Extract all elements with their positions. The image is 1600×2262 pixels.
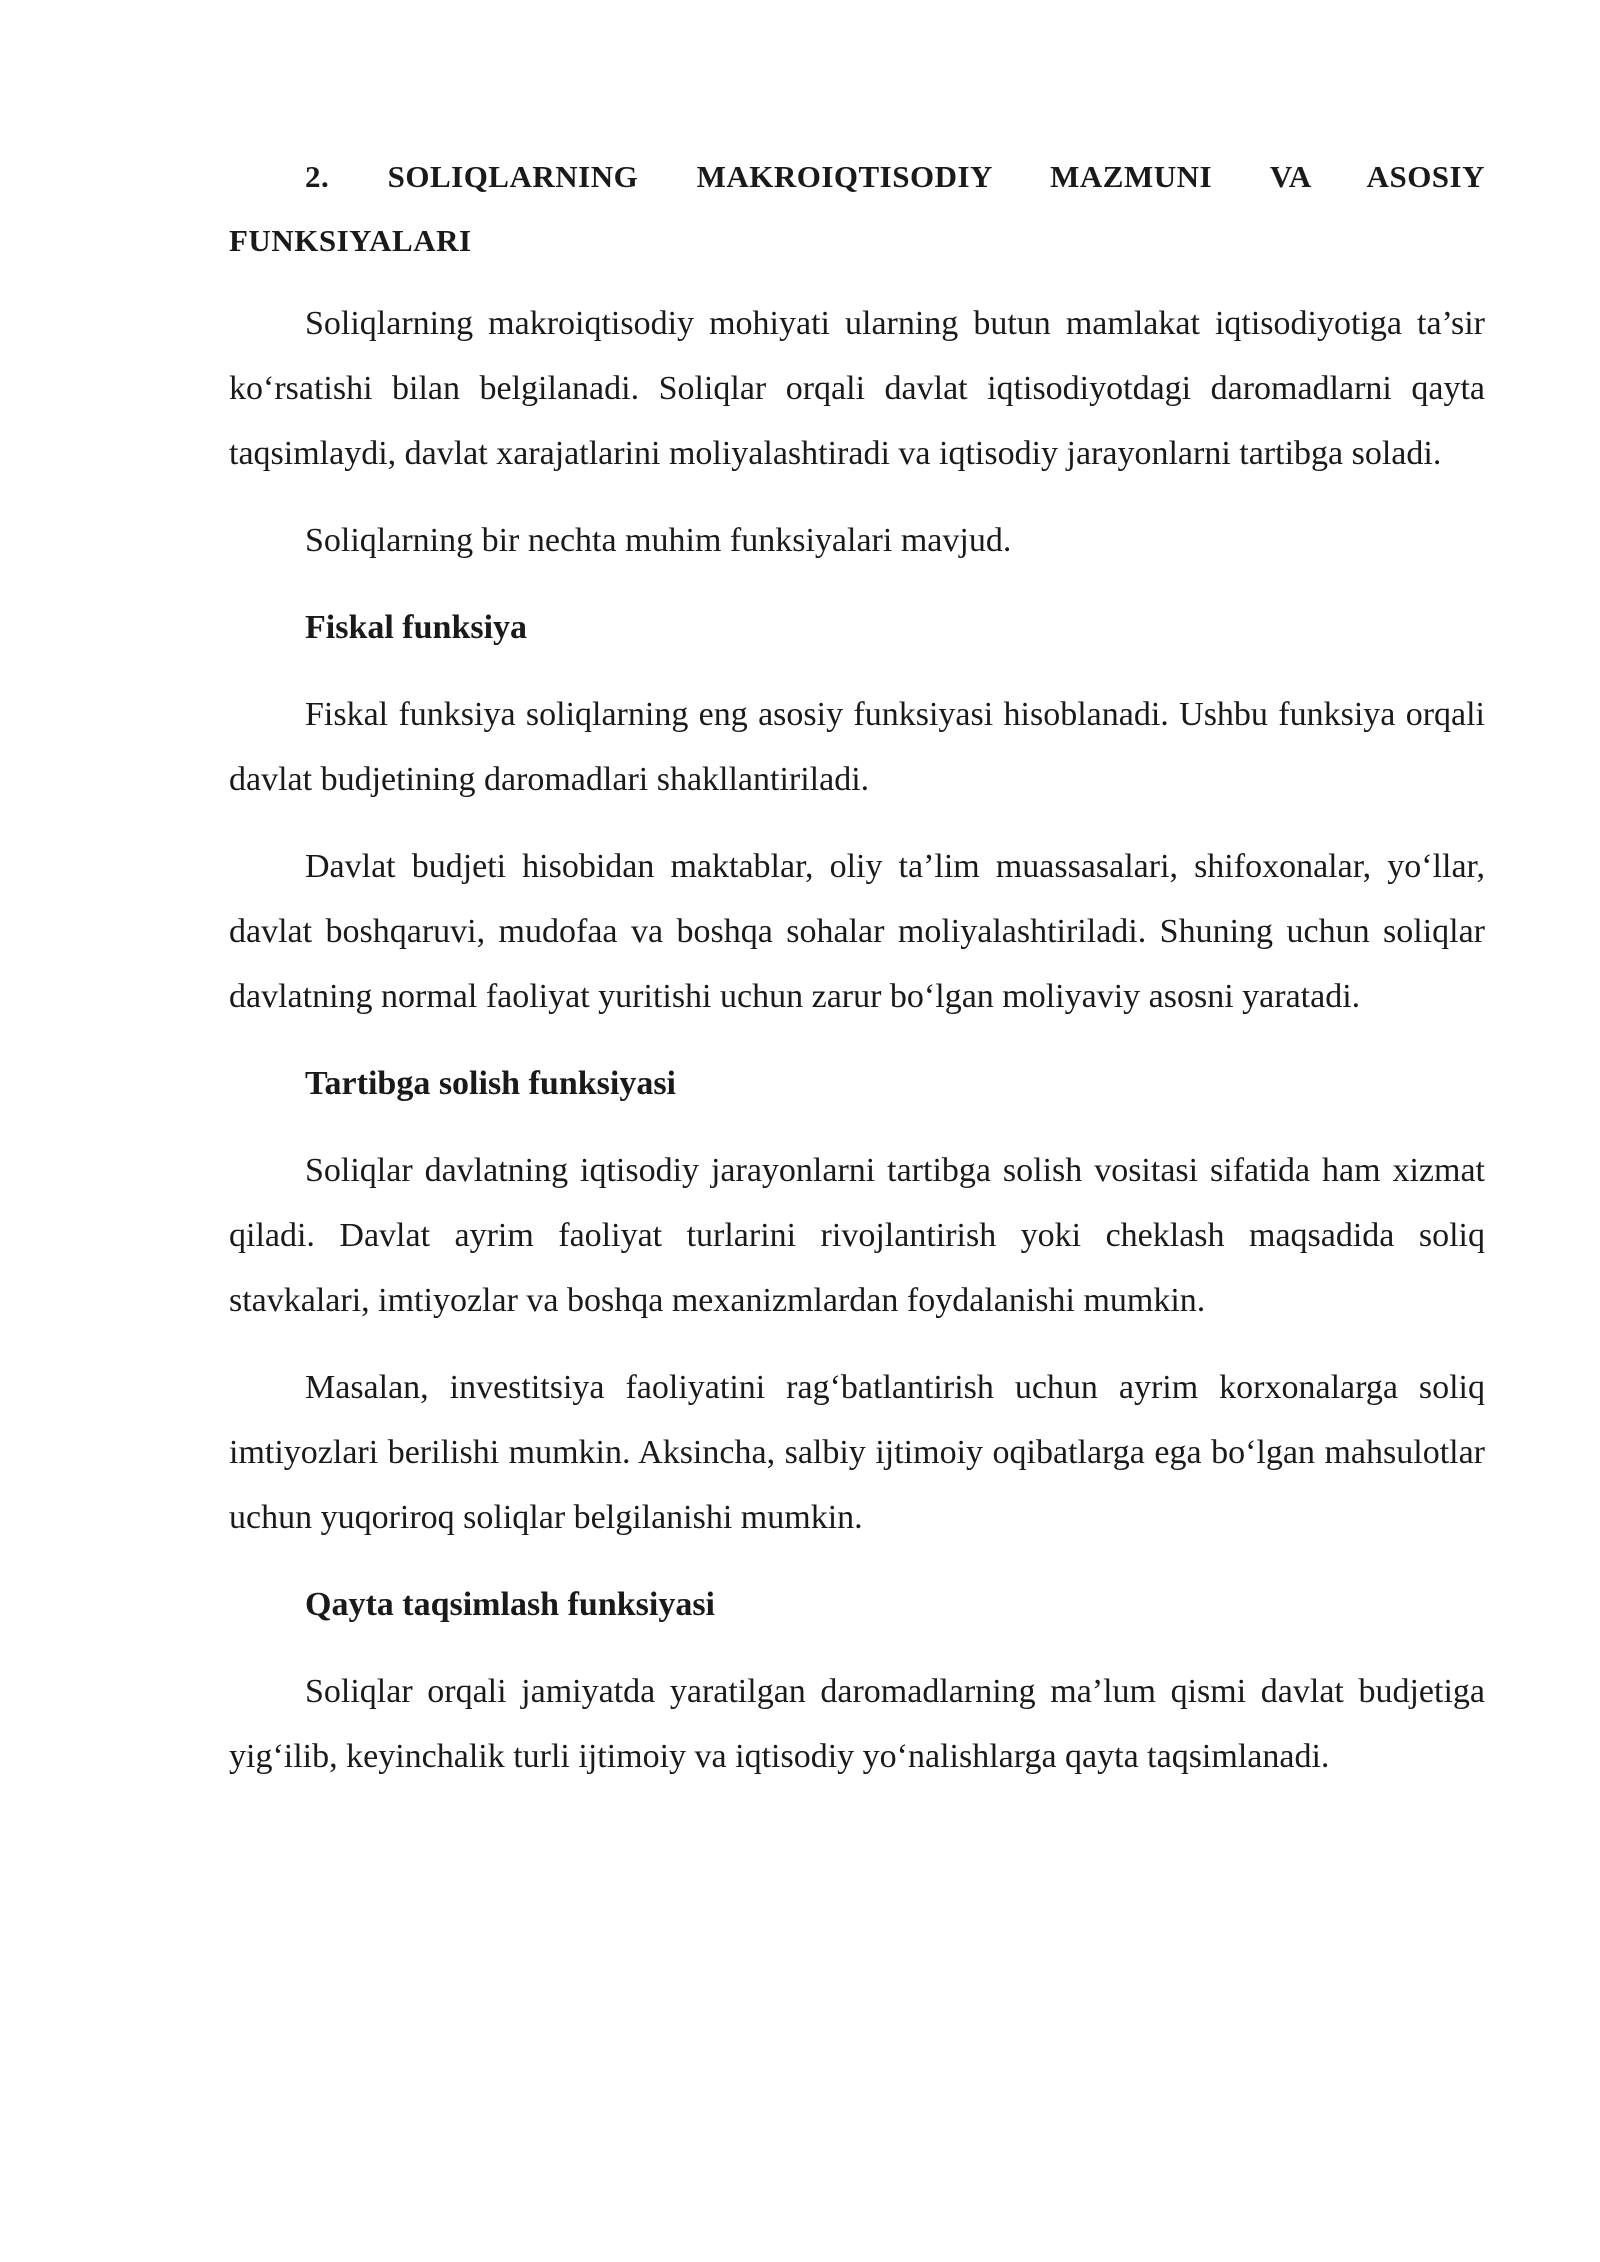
section-heading: Fiskal funksiya [305,609,528,646]
section-heading: Tartibga solish funksiyasi [305,1065,676,1102]
section [229,595,1485,1029]
sections-container [229,595,1485,1789]
intro-section [229,291,1485,573]
intro-paragraph: Soliqlarning bir nechta muhim funksiyalari mavjud. [305,522,1012,559]
section-paragraph: Soliqlar davlatning iqtisodiy jarayonlarni tartibga solish vositasi sifatida ham xizmat qiladi. Davlat ayrim faoliyat turlarini rivojlantirish yoki cheklash maqsadida soliq stavkalari, imtiyozlar va boshqa mexanizmlardan foydalanishi mumkin. [229,1152,1485,1319]
section [229,1051,1485,1550]
section [229,1572,1485,1789]
section-paragraph: Fiskal funksiya soliqlarning eng asosiy funksiyasi hisoblanadi. Ushbu funksiya orqali davlat budjetining daromadlari shakllantiriladi. [229,696,1485,798]
section-paragraph: Masalan, investitsiya faoliyatini rag‘batlantirish uchun ayrim korxonalarga soliq imtiyozlari berilishi mumkin. Aksincha, salbiy ijtimoiy oqibatlarga ega bo‘lgan mahsulotlar uchun yuqoriroq soliqlar belgilanishi mumkin. [229,1369,1485,1536]
section-heading: Qayta taqsimlash funksiyasi [305,1586,715,1623]
section-paragraph: Soliqlar orqali jamiyatda yaratilgan daromadlarning ma’lum qismi davlat budjetiga yig‘ilib, keyinchalik turli ijtimoiy va iqtisodiy yo‘nalishlarga qayta taqsimlanadi. [229,1673,1485,1775]
chapter-title: 2. SOLIQLARNING MAKROIQTISODIY MAZMUNI VA ASOSIY FUNKSIYALARI [229,159,1485,258]
document-body [229,145,1485,1811]
section-paragraph: Davlat budjeti hisobidan maktablar, oliy ta’lim muassasalari, shifoxonalar, yo‘llar, davlat boshqaruvi, mudofaa va boshqa sohalar moliyalashtiriladi. Shuning uchun soliqlar davlatning normal faoliyat yuritishi uchun zarur bo‘lgan moliyaviy asosni yaratadi. [229,848,1485,1015]
intro-paragraph: Soliqlarning makroiqtisodiy mohiyati ularning butun mamlakat iqtisodiyotiga ta’sir ko‘rsatishi bilan belgilanadi. Soliqlar orqali davlat iqtisodiyotdagi daromadlarni qayta taqsimlaydi, davlat xarajatlarini moliyalashtiradi va iqtisodiy jarayonlarni tartibga soladi. [229,305,1485,472]
